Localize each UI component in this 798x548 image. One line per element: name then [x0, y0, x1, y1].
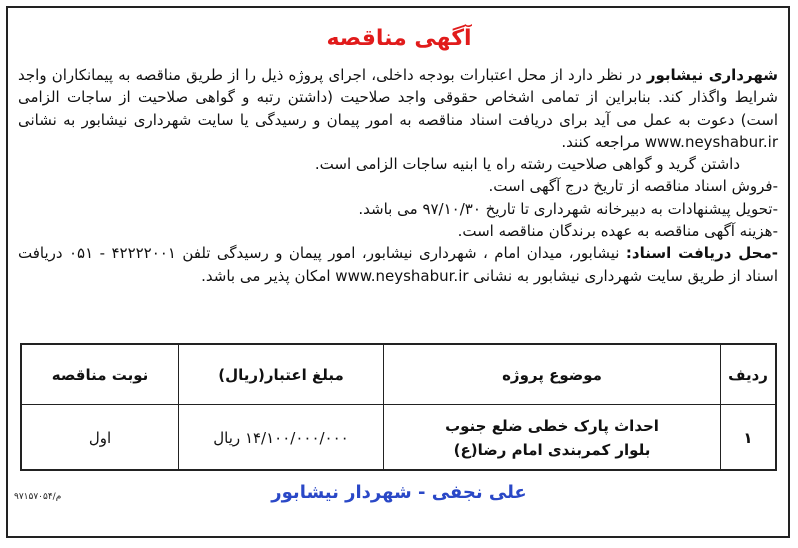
header-subject: موضوع پروژه [384, 345, 721, 404]
project-subject-line-2: بلوار کمربندی امام رضا(ع) [453, 440, 651, 459]
notice-title: آگهی مناقصه [326, 26, 472, 51]
condition-license: داشتن گرید و گواهی صلاحیت رشته راه یا ابنیه ساجات الزامی است. [314, 155, 740, 174]
signature: علی نجفی - شهردار نیشابور [271, 482, 527, 503]
project-subject [384, 405, 721, 470]
tender-round: اول [22, 405, 179, 470]
condition-deadline: -تحویل پیشنهادات به دبیرخانه شهرداری تا تاریخ ۹۷/۱۰/۳۰ می باشد. [358, 199, 778, 218]
ad-code: م/۹۷۱۵۷۰۵۴ [14, 492, 62, 502]
document-place [18, 242, 778, 287]
header-budget: مبلغ اعتبار(ریال) [179, 345, 384, 404]
document-place-label: -محل دریافت اسناد: [625, 244, 778, 263]
row-number: ۱ [743, 428, 753, 447]
header-round: نوبت مناقصه [22, 345, 179, 404]
project-subject-line-1: احداث پارک خطی ضلع جنوب [445, 416, 659, 435]
municipality-name: شهرداری نیشابور [646, 66, 778, 84]
table-header-row [22, 345, 775, 405]
project-table [20, 343, 777, 471]
condition-sale: -فروش اسناد مناقصه از تاریخ درج آگهی است. [488, 177, 778, 196]
project-budget: ۱۴/۱۰۰/۰۰۰/۰۰۰ ریال [179, 405, 384, 470]
notice-body [18, 64, 778, 287]
document-place-text: نیشابور، میدان امام ، شهرداری نیشابور، امور پیمان و رسیدگی تلفن ۴۲۲۲۲۰۰۱ - ۰۵۱ دریافت اسناد از طریق سایت شهرداری نیشابور به نشانی www.neyshabur.ir امکان پذیر می باشد. [18, 244, 778, 285]
table-row [22, 405, 775, 470]
header-row-number: ردیف [728, 365, 768, 384]
condition-cost: -هزینه آگهی مناقصه به عهده برندگان مناقصه است. [457, 222, 778, 241]
intro-text: در نظر دارد از محل اعتبارات بودجه داخلی، اجرای پروژه ذیل را از طریق مناقصه به پیمانکاران واجد شرایط واگذار کند. بنابراین از تمامی اشخاص حقوقی واجد صلاحیت (داشتن رتبه و گواهی صلاحیت از ساجات الزامی است) دعوت به عمل می آید برای دریافت اسناد مناقصه به امور پیمان و رسیدگی یا سایت شهرداری نیشابور به نشانی www.neyshabur.ir مراجعه کنند. [18, 66, 778, 151]
intro-paragraph [18, 64, 778, 153]
